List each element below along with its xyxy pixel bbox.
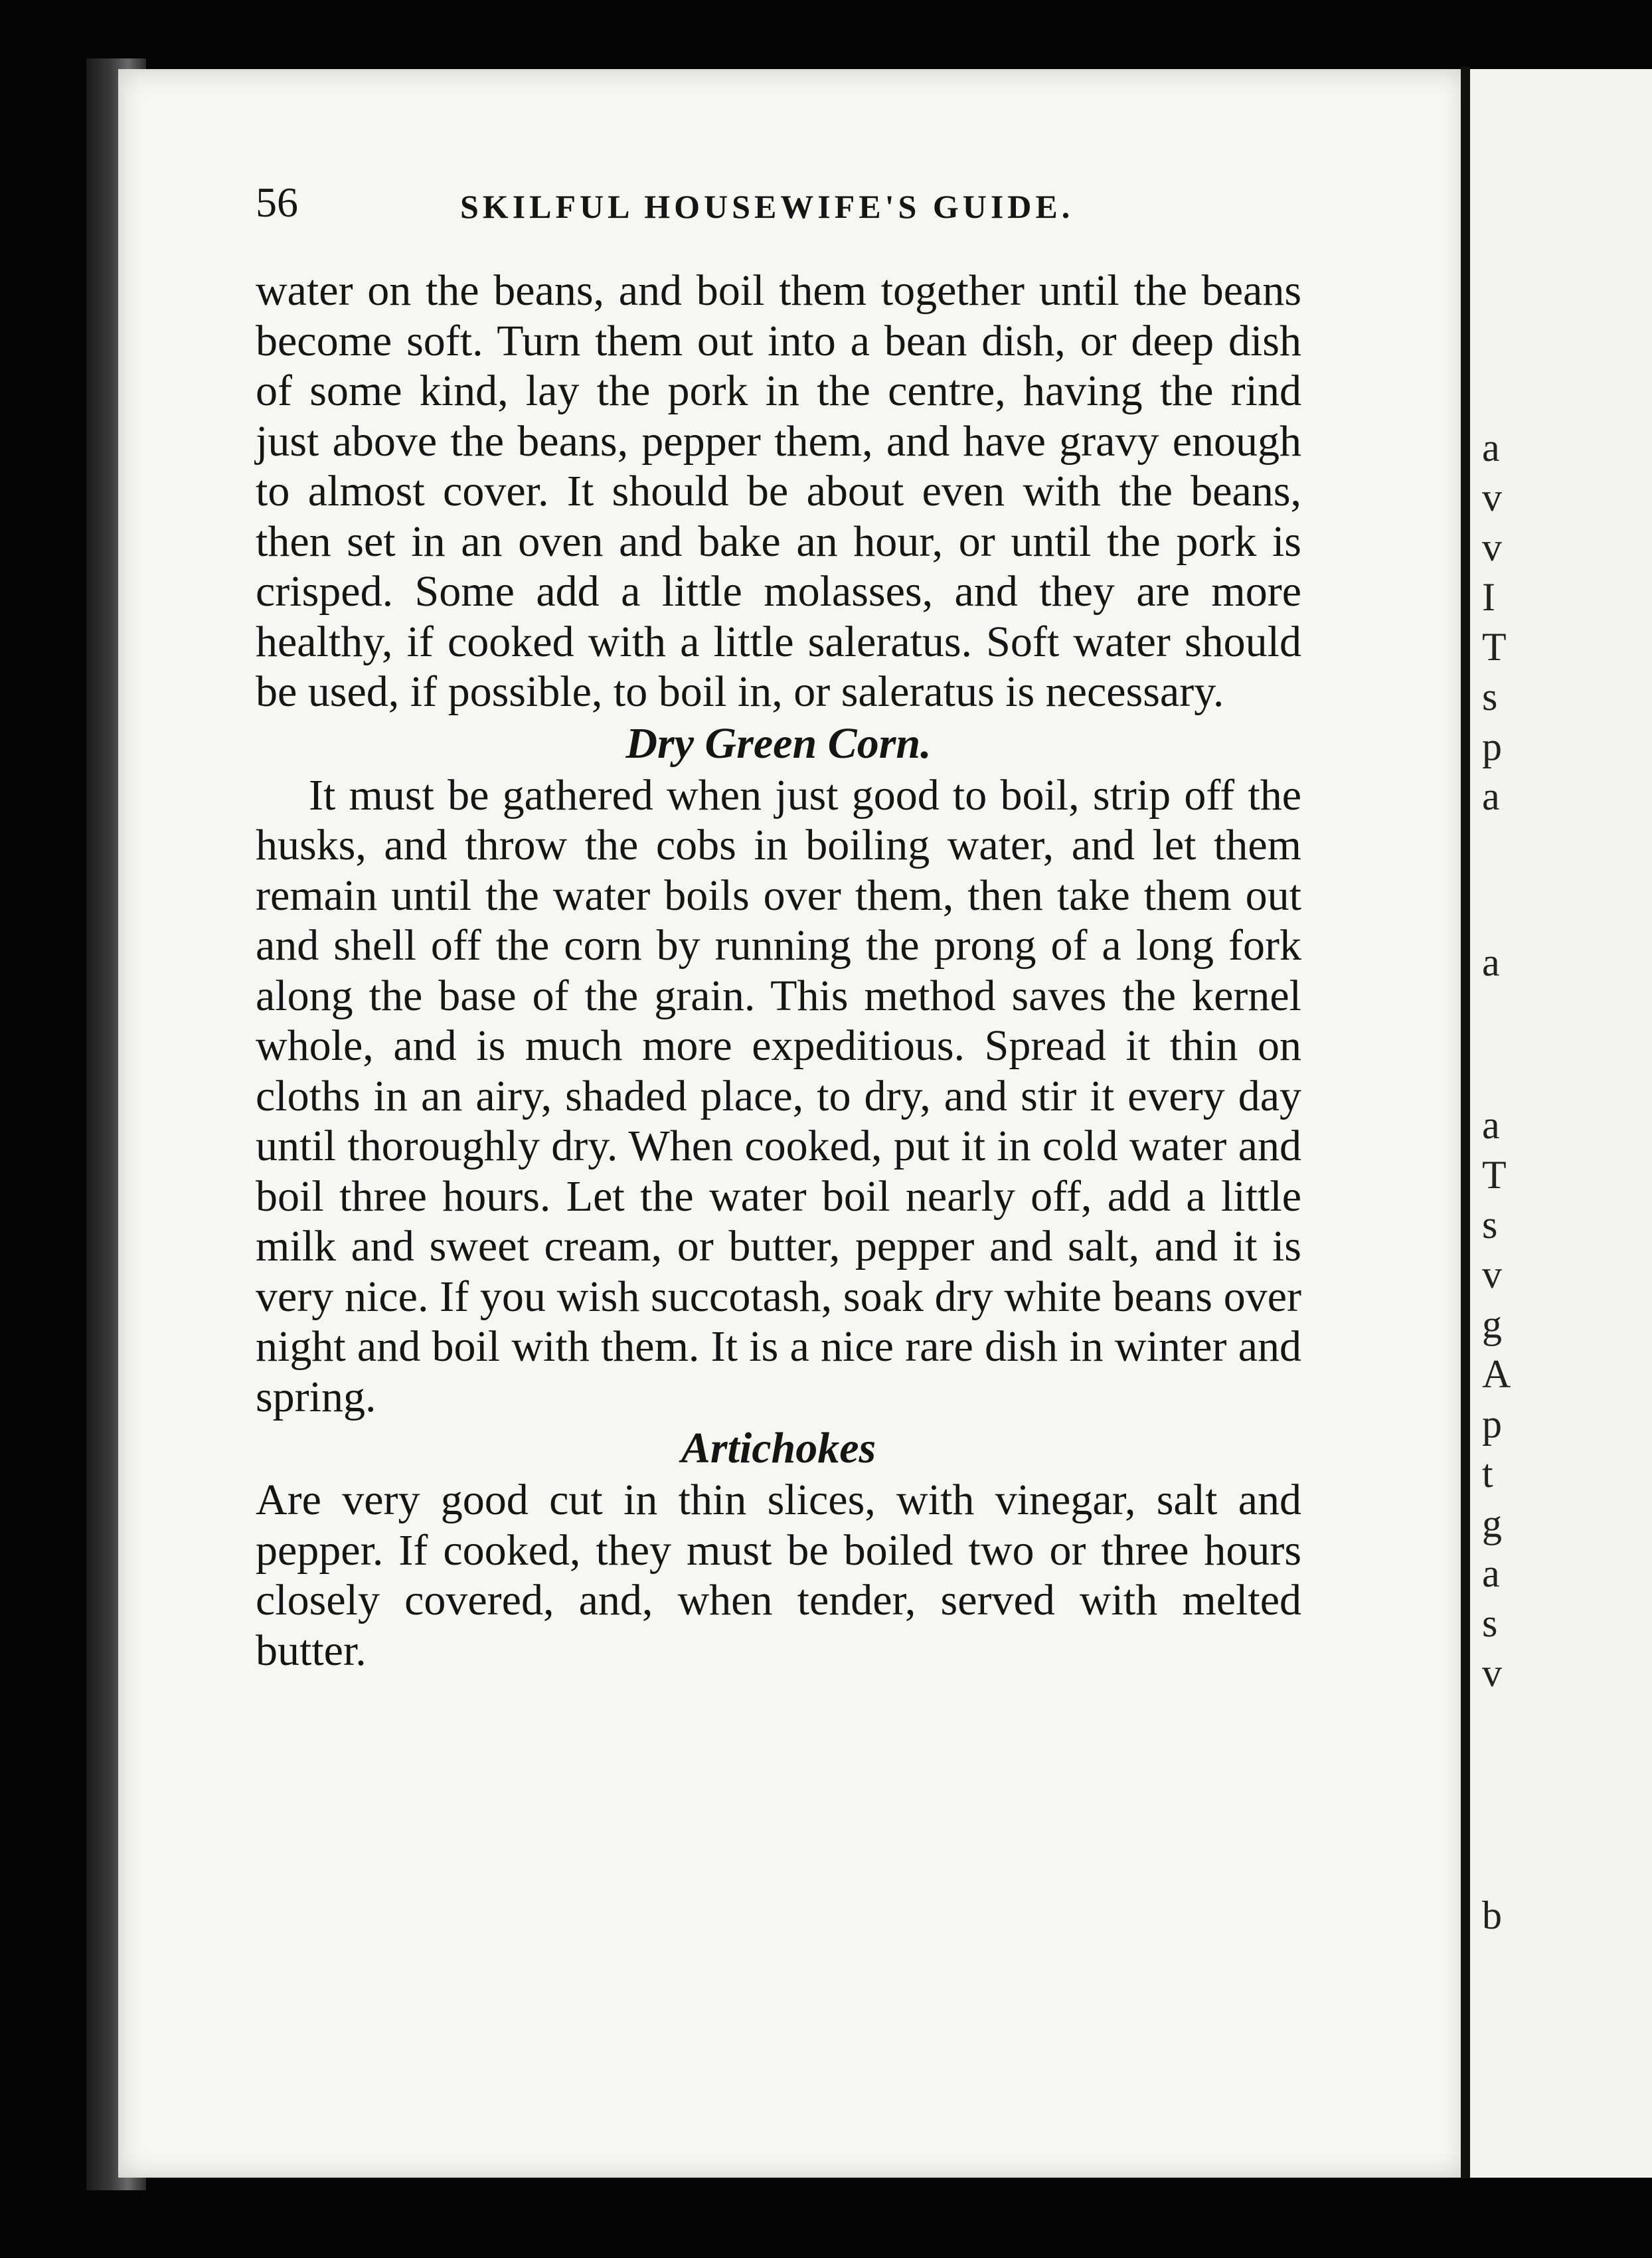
fragment-letter: p bbox=[1482, 1402, 1502, 1446]
fragment-letter: s bbox=[1482, 1203, 1498, 1247]
section-title-dry-green-corn: Dry Green Corn. bbox=[625, 719, 932, 768]
fragment-letter: I bbox=[1482, 575, 1495, 619]
fragment-letter: a bbox=[1482, 940, 1500, 984]
fragment-letter: t bbox=[1482, 1452, 1493, 1496]
fragment-letter: v bbox=[1482, 525, 1502, 569]
running-head: SKILFUL HOUSEWIFE'S GUIDE. bbox=[460, 188, 1074, 225]
section-title-artichokes: Artichokes bbox=[681, 1424, 876, 1472]
page-gutter bbox=[1461, 66, 1470, 2178]
page-header bbox=[256, 178, 1318, 238]
fragment-letter: a bbox=[1482, 774, 1500, 818]
section-text-artichokes: Are very good cut in thin slices, with vinegar, salt and pepper. If cooked, they must be boiled two or three hours closely covered, and, when tender, served with melted butter. bbox=[256, 1476, 1301, 1675]
page-body bbox=[256, 266, 1301, 1676]
fragment-letter: s bbox=[1482, 675, 1498, 719]
fragment-letter: a bbox=[1482, 1551, 1500, 1595]
fragment-letter: g bbox=[1482, 1502, 1502, 1545]
intro-paragraph: water on the beans, and boil them together until the beans become soft. Turn them out into a bean dish, or deep dish of some kind, lay the pork in the centre, having the rind just above the beans, pepper them, and have gravy enough to almost cover. It should be about even with the beans, then set in an oven and bake an hour, or until the pork is crisped. Some add a little molasses, and they are more healthy, if cooked with a little saleratus. Soft water should be used, if possible, to boil in, or saleratus is necessary. bbox=[256, 266, 1301, 716]
fragment-letter: a bbox=[1482, 426, 1500, 470]
fragment-letter: T bbox=[1482, 625, 1507, 669]
fragment-letter: s bbox=[1482, 1601, 1498, 1645]
fragment-letter: A bbox=[1482, 1352, 1511, 1396]
fragment-letter: g bbox=[1482, 1302, 1502, 1346]
fragment-letter: b bbox=[1482, 1893, 1502, 1937]
fragment-letter: T bbox=[1482, 1153, 1507, 1197]
fragment-letter: p bbox=[1482, 725, 1502, 768]
fragment-letter: v bbox=[1482, 476, 1502, 519]
fragment-letter: v bbox=[1482, 1253, 1502, 1296]
section-text-dry-green-corn: It must be gathered when just good to boil, strip off the husks, and throw the cobs in boiling water, and let them remain until the water boils over them, then take them out and shell off the corn by running the prong of a long fork along the base of the grain. This method saves the kernel whole, and is much more expeditious. Spread it thin on cloths in an airy, shaded place, to dry, and stir it every day until thoroughly dry. When cooked, put it in cold water and boil three hours. Let the water boil nearly off, add a little milk and sweet cream, or butter, pepper and salt, and it is very nice. If you wish succotash, soak dry white beans over night and boil with them. It is a nice rare dish in winter and spring. bbox=[256, 770, 1301, 1421]
fragment-letter: v bbox=[1482, 1651, 1502, 1695]
fragment-letter: a bbox=[1482, 1103, 1500, 1147]
page-number: 56 bbox=[256, 179, 298, 226]
